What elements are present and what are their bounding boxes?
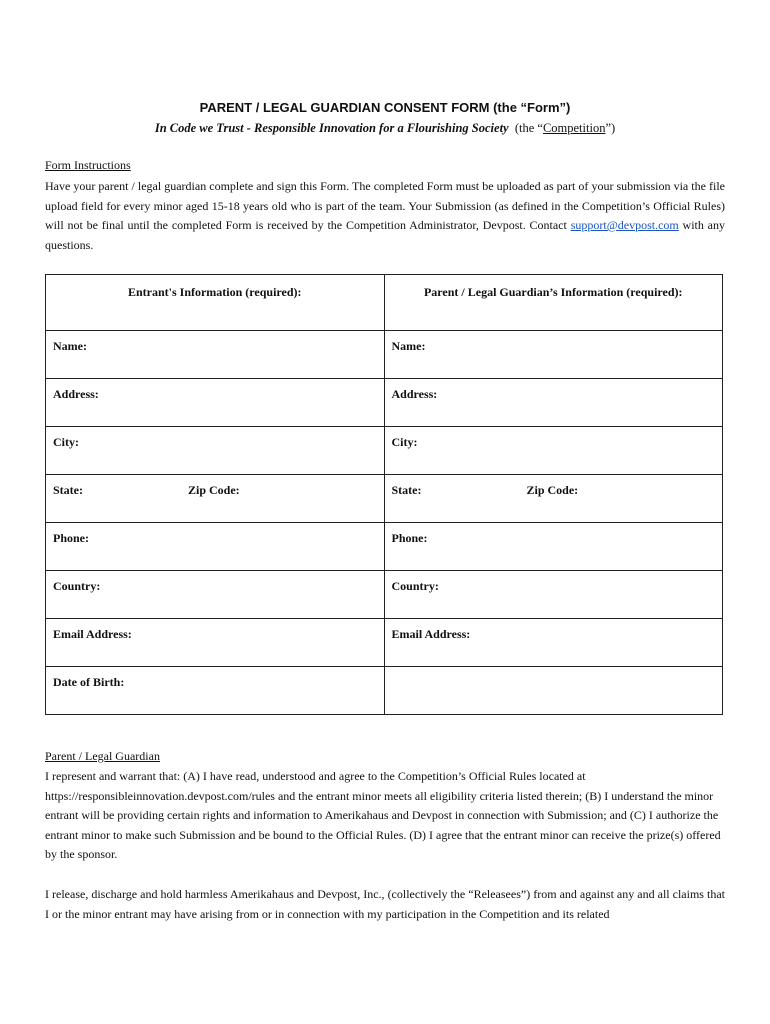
guardian-header: Parent / Legal Guardian’s Information (required): xyxy=(384,275,723,331)
guardian-empty-cell xyxy=(384,667,723,715)
form-title: PARENT / LEGAL GUARDIAN CONSENT FORM (the “Form”) xyxy=(199,100,571,115)
competition-term: Competition xyxy=(542,121,606,135)
entrant-country-field[interactable]: Country: xyxy=(46,571,385,619)
instructions-body: Have your parent / legal guardian complete and sign this Form. The completed Form must be uploaded as part of your submission via the file upload field for every minor aged 15-18 years old who is part of the team. Your Submission (as defined in the Competition’s Official Rules) will not be final until the completed Form is received by the Competition Administrator, Devpost. Contact xyxy=(45,179,725,232)
guardian-phone-field[interactable]: Phone: xyxy=(384,523,723,571)
guardian-section-heading: Parent / Legal Guardian xyxy=(45,749,160,763)
guardian-zip-label: Zip Code: xyxy=(526,483,579,497)
guardian-email-field[interactable]: Email Address: xyxy=(384,619,723,667)
entrant-state-label: State: xyxy=(53,483,83,497)
competition-name: In Code we Trust - Responsible Innovation for a Flourishing Society xyxy=(154,121,509,135)
entrant-city-field[interactable]: City: xyxy=(46,427,385,475)
subtitle-post: ”) xyxy=(605,121,616,135)
entrant-name-field[interactable]: Name: xyxy=(46,331,385,379)
entrant-email-field[interactable]: Email Address: xyxy=(46,619,385,667)
form-subtitle xyxy=(0,121,770,136)
instructions-tail: with any questions. xyxy=(45,218,726,252)
representation-paragraph: I represent and warrant that: (A) I have read, understood and agree to the Competition’s Official Rules located at https://responsibleinnovation.devpost.com/rules and the entrant minor meets all eligibility criteria listed therein; (B) I understand the minor entrant will be providing certain rights and information to Amerikahaus and Devpost in connection with Submission; and (C) I authorize the entrant minor to make such Submission and be bound to the Official Rules. (D) I agree that the entrant minor can receive the prize(s) offered by the sponsor. xyxy=(45,769,721,861)
subtitle-pre: (the “ xyxy=(514,121,543,135)
guardian-address-field[interactable]: Address: xyxy=(384,379,723,427)
guardian-country-field[interactable]: Country: xyxy=(384,571,723,619)
entrant-phone-field[interactable]: Phone: xyxy=(46,523,385,571)
release-paragraph: I release, discharge and hold harmless Amerikahaus and Devpost, Inc., (collectively the “Releasees”) from and against any and all claims that I or the minor entrant may have arising from or in connection with my participation in the Competition and its related xyxy=(45,887,725,921)
guardian-state-label: State: xyxy=(391,483,422,497)
guardian-name-field[interactable]: Name: xyxy=(384,331,723,379)
entrant-state-zip-field[interactable] xyxy=(46,475,385,523)
entrant-zip-label: Zip Code: xyxy=(188,483,240,497)
support-email-link[interactable]: support@devpost.com xyxy=(570,218,679,232)
guardian-state-zip-field[interactable] xyxy=(384,475,723,523)
instructions-text xyxy=(45,177,725,255)
entrant-dob-field[interactable]: Date of Birth: xyxy=(46,667,385,715)
entrant-address-field[interactable]: Address: xyxy=(46,379,385,427)
guardian-city-field[interactable]: City: xyxy=(384,427,723,475)
information-table xyxy=(45,274,723,715)
instructions-heading: Form Instructions xyxy=(45,158,131,172)
entrant-header: Entrant's Information (required): xyxy=(46,275,385,331)
